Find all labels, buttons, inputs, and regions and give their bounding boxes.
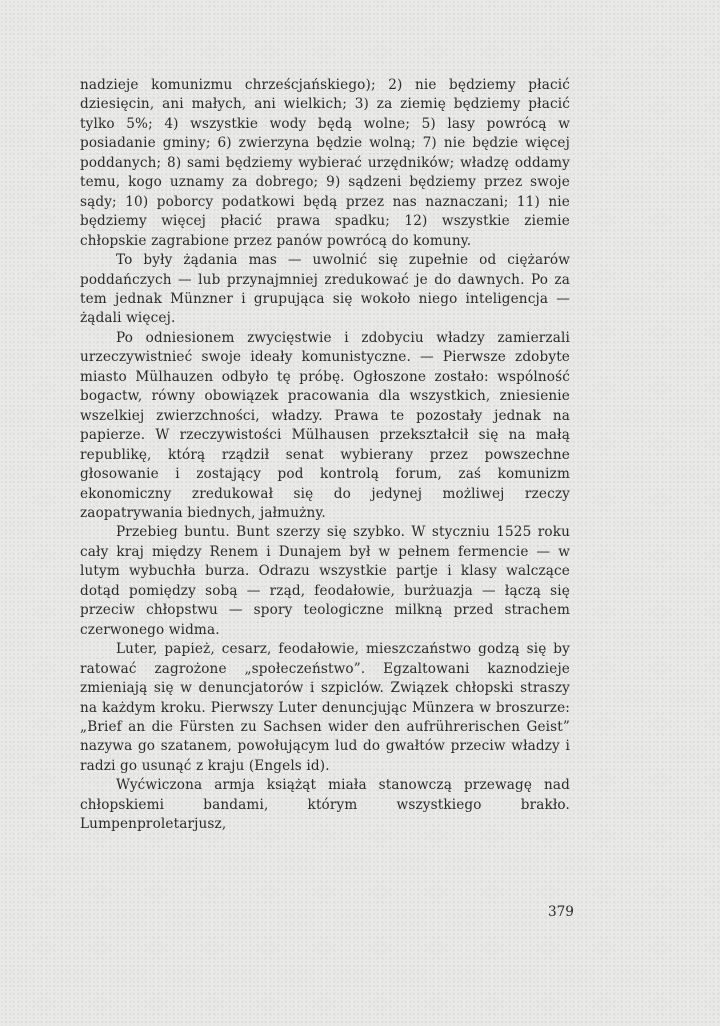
paragraph-4: Przebieg buntu. Bunt szerzy się szybko. W styczniu 1525 roku cały kraj między Renem i Dunajem był w pełnem fermencie — w lutym wybuchła burza. Odrazu wszystkie partje i klasy walczące dotąd pomiędzy sobą — rząd, feodałowie, burżuazja — łączą się przeciw chłopstwu — spory teologiczne milkną przed strachem czerwonego widma. [80,524,570,638]
paragraph-2: To były żądania mas — uwolnić się zupełnie od ciężarów poddańczych — lub przynajmniej zredukować je do dawnych. Po za tem jednak Münzner i grupująca się wokoło niego inteligencja — żądali więcej. [80,252,570,327]
paragraph-3: Po odniesionem zwycięstwie i zdobyciu władzy zamierzali urzeczywistnieć swoje ideały komunistyczne. — Pierwsze zdobyte miasto Mülhauzen odbyło tę próbę. Ogłoszone zostało: wspólność bogactw, równy obowiązek pracowania dla wszystkich, zniesienie wszelkiej zwierzchności, władzy. Prawa te pozostały jednak na papierze. W rzeczywistości Mülhausen przekształcił się na małą republikę, którą rządził senat wybierany przez powszechne głosowanie i zostający pod kontrolą forum, zaś komunizm ekonomiczny zredukował się do jedynej możliwej rzeczy zaopatrywania biednych, jałmużny. [80,329,570,521]
page-number: 379 [548,904,574,920]
paragraph-5: Luter, papież, cesarz, feodałowie, mieszczaństwo godzą się by ratować zagrożone „społeczeństwo”. Egzaltowani kaznodzieje zmieniają się w denuncjatorów i szpiclów. Związek chłopski straszy na każdym kroku. Pierwszy Luter denuncjując Münzera w broszurze: „Brief an die Fürsten zu Sachsen wider den aufrührerischen Geist” nazywa go szatanem, powołującym lud do gwałtów przeciw władzy i radzi go usunąć z kraju (Engels id). [80,641,570,774]
paragraph-1: nadzieje komunizmu chrześcjańskiego); 2) nie będziemy płacić dziesięcin, ani małych, ani wielkich; 3) za ziemię będziemy płacić tylko 5%; 4) wszystkie wody będą wolne; 5) lasy powrócą w posiadanie gminy; 6) zwierzyna będzie wolną; 7) nie będzie więcej poddanych; 8) sami będziemy wybierać urzędników; władzę oddamy temu, kogo uznamy za dobrego; 9) sądzeni będziemy przez swoje sądy; 10) poborcy podatkowi będą przez nas naznaczani; 11) nie będziemy więcej płacić prawa spadku; 12) wszystkie ziemie chłopskie zagrabione przez panów powrócą do komuny. [80,77,570,249]
body-text [80,76,570,835]
paragraph-6: Wyćwiczona armja książąt miała stanowczą przewagę nad chłopskiemi bandami, którym wszystkiego brakło. Lumpenproletarjusz, [80,777,570,833]
